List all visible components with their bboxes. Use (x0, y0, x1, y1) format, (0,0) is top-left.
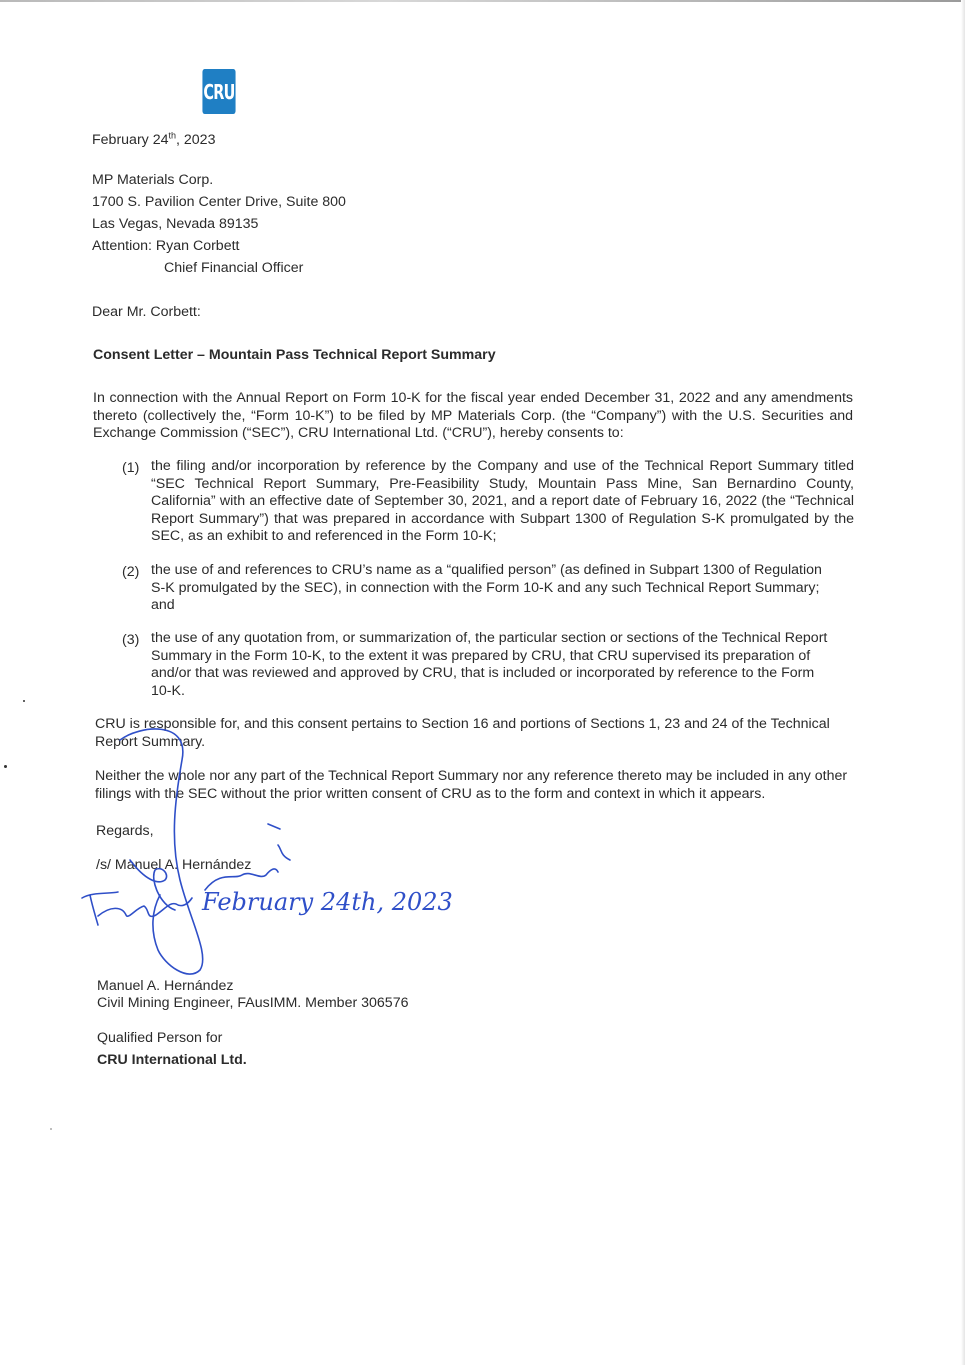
closing: Regards, (96, 823, 154, 839)
letter-date: February 24th, 2023 (92, 130, 216, 148)
intro-paragraph: In connection with the Annual Report on Form 10-K for the fiscal year ended December 31, 2022 and any amendments thereto (collectively the, “Form 10-K”) to be filed by MP Materials Corp. (the “Company”) with the U.S. Securities and Exchange Commission (“SEC”), CRU International Ltd. (“CRU”), hereby consents to: (93, 390, 853, 441)
date-ordinal: th (168, 130, 177, 141)
cru-logo (202, 69, 235, 114)
signatory-role: Qualified Person for (97, 1030, 223, 1046)
item-number-3: (3) (122, 632, 140, 648)
handwritten-date: February 24th, 2023 (202, 888, 453, 916)
signatory-name: Manuel A. Hernández (97, 978, 234, 994)
subject-line: Consent Letter – Mountain Pass Technical Report Summary (93, 347, 496, 363)
item-number-1: (1) (122, 460, 140, 476)
recipient-street: 1700 S. Pavilion Center Drive, Suite 800 (92, 194, 346, 210)
recipient-company: MP Materials Corp. (92, 172, 214, 188)
consent-item-2: the use of and references to CRU’s name as a “qualified person” (as defined in Subpart 1300 of Regulation S-K promulgated by the SEC), in connection with the Form 10-K and any such Technical Report Summary; and (151, 562, 822, 613)
consent-item-3: the use of any quotation from, or summarization of, the particular section or sections of the Technical Report Summary in the Form 10-K, to the extent it was prepared by CRU, that CRU supervised its preparation of and/or that was reviewed and approved by CRU, that is included or incorporated by reference to the Form 10-K. (151, 630, 828, 699)
scan-speck (4, 765, 7, 768)
scan-speck (50, 1128, 52, 1130)
item-number-2: (2) (122, 564, 140, 580)
scan-top-edge (0, 0, 965, 2)
salutation: Dear Mr. Corbett: (92, 304, 201, 320)
cru-logo-text: CRU (203, 79, 235, 104)
restriction-paragraph: Neither the whole nor any part of the Technical Report Summary nor any reference thereto may be included in any other filings with the SEC without the prior written consent of CRU as to the form and context in which it appears. (95, 768, 848, 802)
scan-speck (23, 700, 25, 702)
recipient-attention: Attention: Ryan Corbett (92, 238, 240, 254)
signatory-credentials: Civil Mining Engineer, FAusIMM. Member 306576 (97, 995, 409, 1011)
signatory-organization: CRU International Ltd. (97, 1052, 247, 1068)
electronic-signature: /s/ Manuel A. Hernández (96, 857, 252, 873)
scan-right-edge (961, 0, 965, 1365)
recipient-city: Las Vegas, Nevada 89135 (92, 216, 259, 232)
recipient-title: Chief Financial Officer (164, 260, 304, 276)
handwritten-signature (70, 720, 453, 990)
responsibility-paragraph: CRU is responsible for, and this consent pertains to Section 16 and portions of Sections 1, 23 and 24 of the Technical Report Summary. (95, 716, 830, 750)
consent-item-1: the filing and/or incorporation by reference by the Company and use of the Technical Report Summary titled “SEC Technical Report Summary, Pre-Feasibility Study, Mountain Pass Mine, San Bernardino County, California” with an effective date of September 30, 2021, and a report date of February 16, 2022 (the “Technical Report Summary”) that was prepared in accordance with Subpart 1300 of Regulation S-K promulgated by the SEC, as an exhibit to and referenced in the Form 10-K; (151, 458, 854, 544)
